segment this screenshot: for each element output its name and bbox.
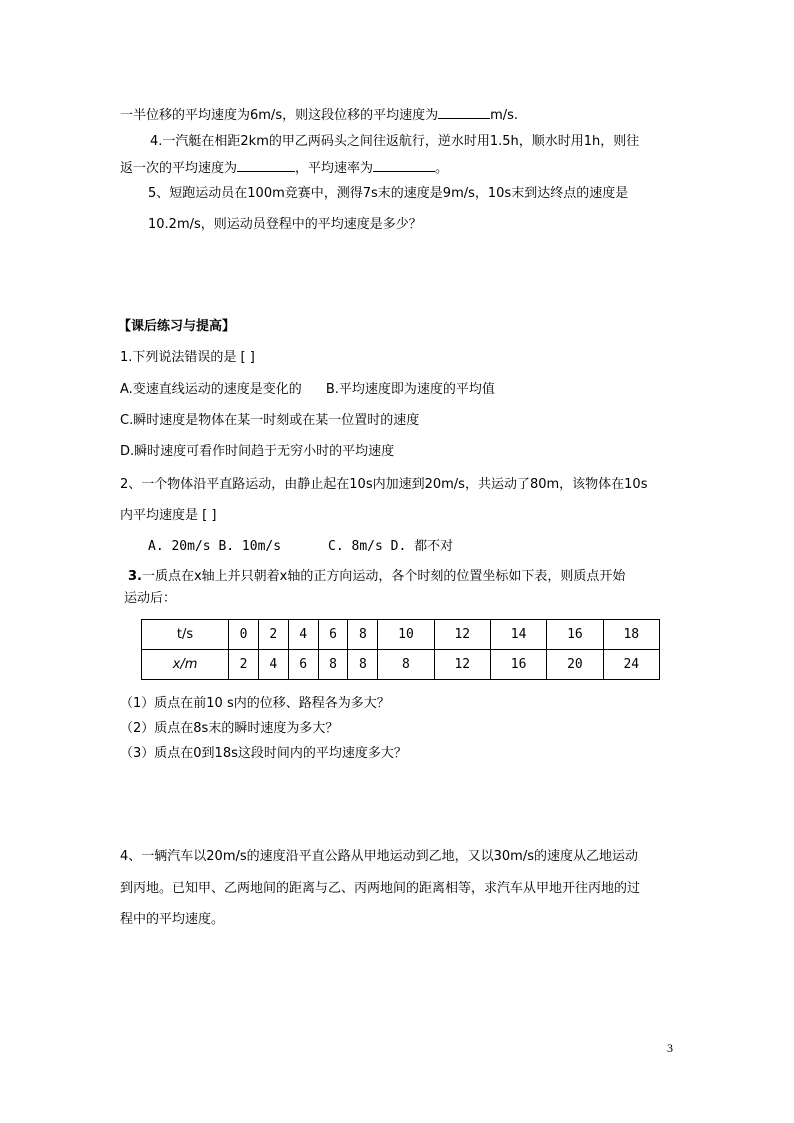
exercise-3-number: 3. bbox=[128, 569, 142, 584]
table-header-time: t/s bbox=[142, 620, 229, 650]
sub-question-1: （1）质点在前10 s内的位移、路程各为多大？ bbox=[120, 696, 390, 711]
option-d: D.瞬时速度可看作时间趋于无穷小时的平均速度 bbox=[120, 444, 395, 459]
question-4-text-c: 。 bbox=[435, 161, 449, 176]
table-cell: 10 bbox=[378, 620, 434, 650]
table-cell: 6 bbox=[288, 650, 318, 680]
table-cell: 0 bbox=[229, 620, 259, 650]
sub-question-2: （2）质点在8s末的瞬时速度为多大？ bbox=[120, 721, 339, 736]
table-row-position bbox=[142, 650, 660, 680]
line-1-unit: m/s. bbox=[490, 108, 519, 123]
table-cell: 18 bbox=[603, 620, 659, 650]
exercise-1-stem: 1.下列说法错误的是 [ ] bbox=[120, 350, 255, 365]
table-cell: 24 bbox=[603, 650, 659, 680]
table-cell: 4 bbox=[288, 620, 318, 650]
question-5-line-2: 10.2m/s，则运动员登程中的平均速度是多少？ bbox=[148, 217, 422, 232]
question-4-line-2 bbox=[120, 158, 448, 178]
table-cell: 16 bbox=[547, 620, 603, 650]
question-4-text-b: ，平均速率为 bbox=[295, 161, 374, 176]
table-cell: 14 bbox=[490, 620, 546, 650]
table-cell: 16 bbox=[490, 650, 546, 680]
question-4-line-1: 4.一汽艇在相距2km的甲乙两码头之间往返航行，逆水时用1.5h，顺水时用1h，则往 bbox=[150, 134, 640, 149]
exercise-4-line-3: 程中的平均速度。 bbox=[120, 912, 225, 927]
option-a: A.变速直线运动的速度是变化的 bbox=[120, 382, 302, 397]
table-cell: 2 bbox=[229, 650, 259, 680]
exercise-1-options-ab bbox=[120, 381, 495, 399]
exercise-3-stem-line-1 bbox=[128, 568, 625, 586]
option-b: B.平均速度即为速度的平均值 bbox=[325, 382, 495, 397]
table-cell: 12 bbox=[434, 650, 490, 680]
table-cell: 8 bbox=[348, 650, 378, 680]
answer-blank-2 bbox=[237, 158, 295, 172]
table-cell: 2 bbox=[258, 620, 288, 650]
table-cell: 8 bbox=[348, 620, 378, 650]
option-c: C.瞬时速度是物体在某一时刻或在某一位置时的速度 bbox=[120, 413, 420, 428]
section-title: 【课后练习与提高】 bbox=[118, 319, 236, 334]
table-cell: 8 bbox=[318, 650, 348, 680]
exercise-2-options: A. 20m/s B. 10m/s C. 8m/s D. 都不对 bbox=[148, 539, 454, 554]
exercise-3-stem-text: 一质点在x轴上并只朝着x轴的正方向运动，各个时刻的位置坐标如下表，则质点开始 bbox=[141, 569, 626, 584]
answer-blank-1 bbox=[438, 105, 490, 119]
table-row-time bbox=[142, 620, 660, 650]
table-cell: 4 bbox=[258, 650, 288, 680]
table-cell: 6 bbox=[318, 620, 348, 650]
answer-blank-3 bbox=[373, 158, 435, 172]
table-header-position: x/m bbox=[142, 650, 229, 680]
table-cell: 20 bbox=[547, 650, 603, 680]
table-cell: 8 bbox=[378, 650, 434, 680]
line-1-text: 一半位移的平均速度为6m/s，则这段位移的平均速度为 bbox=[120, 108, 439, 123]
exercise-3-stem-line-2: 运动后： bbox=[124, 591, 177, 606]
question-4-text-a: 返一次的平均速度为 bbox=[120, 161, 238, 176]
exercise-2-stem-line-1: 2、一个物体沿平直路运动，由静止起在10s内加速到20m/s，共运动了80m，该物体在10s bbox=[120, 477, 648, 492]
exercise-4-line-2: 到丙地。已知甲、乙两地间的距离与乙、丙两地间的距离相等，求汽车从甲地开往丙地的过 bbox=[120, 881, 641, 896]
sub-question-3: （3）质点在0到18s这段时间内的平均速度多大？ bbox=[120, 746, 407, 761]
page-number: 3 bbox=[667, 1041, 673, 1055]
exercise-4-line-1: 4、一辆汽车以20m/s的速度沿平直公路从甲地运动到乙地，又以30m/s的速度从乙地运动 bbox=[120, 849, 638, 864]
position-time-table bbox=[141, 619, 660, 680]
question-5-line-1: 5、短跑运动员在100m竞赛中，测得7s末的速度是9m/s，10s末到达终点的速度是 bbox=[148, 186, 629, 201]
exercise-2-stem-line-2: 内平均速度是 [ ] bbox=[120, 508, 217, 523]
line-1 bbox=[120, 105, 518, 125]
table-cell: 12 bbox=[434, 620, 490, 650]
